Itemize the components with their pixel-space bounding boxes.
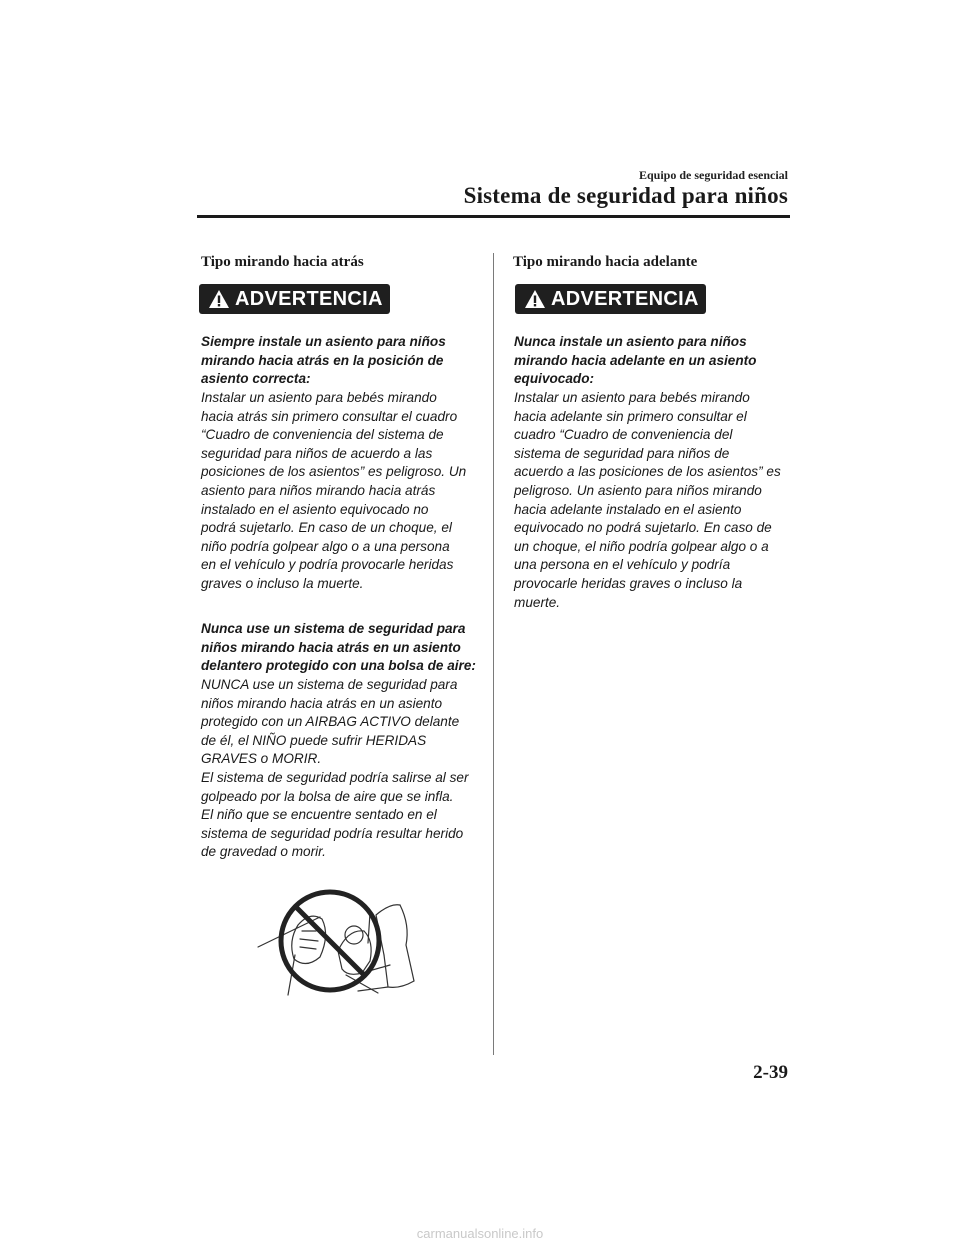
left-warning-text-1: Instalar un asiento para bebés mirando hacia atrás sin primero consultar el cuadro “Cuadro de conveniencia del sistema de seguridad para niños de acuerdo a las posiciones de los asientos” es peligroso. Un asiento para niños mirando hacia atrás instalado en el asiento equivocado no podrá sujetarlo. En caso de un choque, el niño podría golpear algo o a una persona en el vehículo y podría provocarle heridas graves o incluso la muerte. bbox=[201, 390, 467, 591]
warning-icon bbox=[524, 289, 546, 309]
warning-icon bbox=[208, 289, 230, 309]
left-warning-label: ADVERTENCIA bbox=[235, 287, 383, 310]
watermark: carmanualsonline.info bbox=[416, 1226, 544, 1241]
right-section-title: Tipo mirando hacia adelante bbox=[513, 254, 698, 270]
right-warning-heading: Nunca instale un asiento para niños mirando hacia adelante en un asiento equivocado: bbox=[514, 334, 757, 387]
right-warning-banner bbox=[515, 284, 706, 314]
page-number: 2-39 bbox=[753, 1062, 788, 1083]
chapter-title: Equipo de seguridad esencial bbox=[638, 168, 788, 182]
left-warning-banner bbox=[199, 284, 390, 314]
header-divider bbox=[197, 215, 790, 218]
left-warning-text-2: NUNCA use un sistema de seguridad para niños mirando hacia atrás en un asiento protegido con un AIRBAG ACTIVO delante de él, el NIÑO puede sufrir HERIDAS GRAVES o MORIR. El sistema de seguridad podría salirse al ser golpeado por la bolsa de aire que se infla. El niño que se encuentre sentado en el sistema de seguridad podría resultar herido de gravedad o morir. bbox=[201, 677, 469, 860]
rear-facing-seat-prohibited-illustration bbox=[250, 885, 440, 1000]
section-title: Sistema de seguridad para niños bbox=[463, 183, 788, 208]
left-warning-heading-1: Siempre instale un asiento para niños mirando hacia atrás en la posición de asiento correcta: bbox=[201, 334, 446, 387]
column-divider bbox=[493, 253, 494, 1055]
left-section-title: Tipo mirando hacia atrás bbox=[201, 254, 364, 270]
left-warning-heading-2: Nunca use un sistema de seguridad para niños mirando hacia atrás en un asiento delantero protegido con una bolsa de aire: bbox=[201, 621, 476, 674]
right-warning-label: ADVERTENCIA bbox=[551, 287, 699, 310]
right-warning-text: Instalar un asiento para bebés mirando hacia adelante sin primero consultar el cuadro “Cuadro de conveniencia del sistema de seguridad para niños de acuerdo a las posiciones de los asientos” es peligroso. Un asiento para niños mirando hacia adelante instalado en el asiento equivocado no podrá sujetarlo. En caso de un choque, el niño podría golpear algo o a una persona en el vehículo y podría provocarle heridas graves o incluso la muerte. bbox=[514, 390, 781, 610]
